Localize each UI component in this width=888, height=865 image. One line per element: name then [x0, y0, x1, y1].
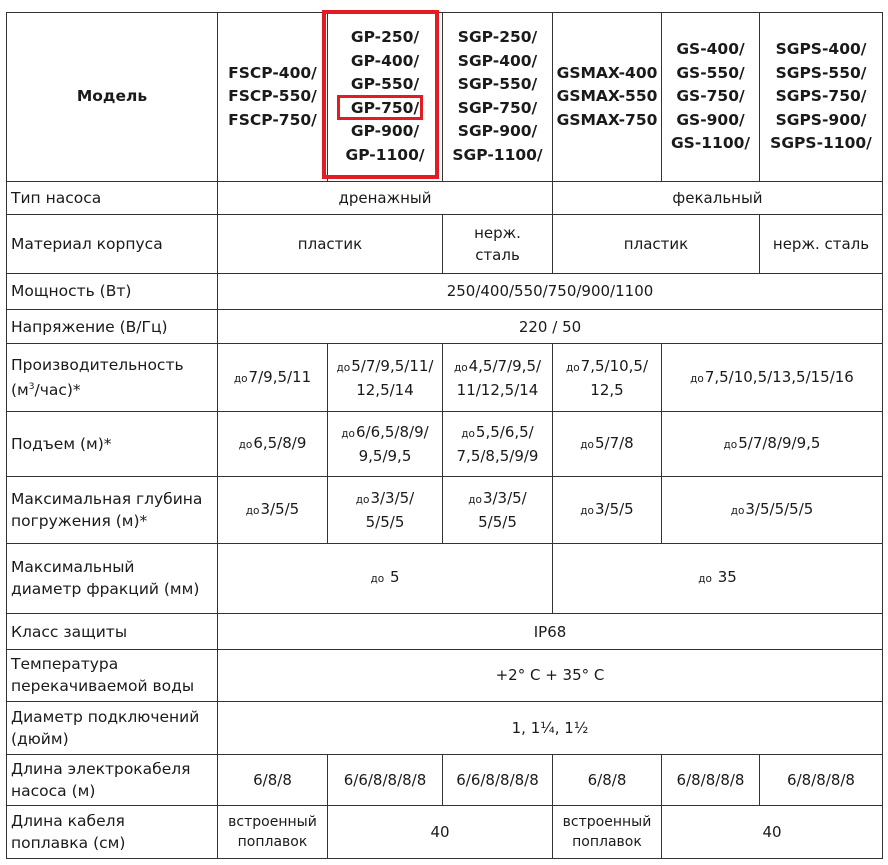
cell-value: 40	[662, 806, 883, 859]
model-name: SGP-1100/	[452, 145, 543, 164]
value: 35	[717, 568, 737, 587]
row-label	[7, 702, 218, 755]
model-name: GP-250/	[350, 28, 420, 47]
model-col-sgps	[760, 13, 883, 182]
cell-line: 12,5	[590, 380, 624, 399]
value: 5	[389, 568, 400, 587]
prefix: до	[698, 573, 712, 586]
cell-line: 9,5/9,5	[358, 447, 412, 466]
label-part: (м	[11, 381, 29, 400]
value: 5/7/8	[594, 434, 634, 453]
model-name-highlighted: GP-750/	[350, 98, 420, 117]
prefix: до	[461, 428, 475, 441]
label-part: /час)*	[34, 381, 81, 400]
value: 6/6,5/8/9/	[355, 423, 429, 442]
cell-line: поплавок	[237, 834, 308, 851]
label-line: диаметр фракций (мм)	[11, 580, 200, 599]
prefix: до	[565, 361, 580, 374]
cell-value: 6/8/8	[218, 754, 328, 806]
value: 7,5/10,5/13,5/15/16	[704, 367, 854, 386]
cell-value	[662, 344, 883, 412]
label-line	[11, 376, 217, 401]
model-name: GS-900/	[676, 110, 745, 129]
cell-value	[218, 806, 328, 859]
cell-value	[553, 476, 662, 543]
model-col-fscp	[218, 13, 328, 182]
row-connection	[7, 702, 883, 755]
row-pump-type	[7, 181, 883, 214]
cell-line: 7,5/8,5/9/9	[456, 447, 539, 466]
row-depth	[7, 476, 883, 543]
model-name: SGP-400/	[457, 51, 538, 70]
cell-value: пластик	[553, 215, 760, 274]
label-line: погружения (м)*	[11, 511, 148, 530]
model-name: GS-550/	[676, 63, 745, 82]
row-label	[7, 543, 218, 614]
cell-value	[328, 412, 443, 477]
prefix: до	[580, 504, 594, 517]
cell-value	[553, 543, 883, 614]
cell-line: нерж.	[474, 223, 521, 242]
label-line: Максимальная глубина	[11, 489, 203, 508]
model-col-gsmax	[553, 13, 662, 182]
row-label	[7, 476, 218, 543]
model-name: GS-400/	[676, 40, 745, 59]
spec-table	[6, 12, 883, 859]
cell-line: 11/12,5/14	[456, 380, 539, 399]
label-line: Длина электрокабеля	[11, 760, 191, 779]
label-line: Максимальный	[11, 558, 135, 577]
model-name: SGPS-550/	[775, 63, 867, 82]
cell-value	[443, 215, 553, 274]
model-name: GP-400/	[350, 51, 420, 70]
cell-value: дренажный	[218, 181, 553, 214]
prefix: до	[341, 428, 355, 441]
cell-value	[662, 476, 883, 543]
row-power	[7, 273, 883, 309]
value: 7,5/10,5/	[580, 356, 649, 375]
model-name: SGP-750/	[457, 98, 538, 117]
row-float-cable	[7, 806, 883, 859]
prefix: до	[730, 504, 745, 517]
cell-value	[328, 344, 443, 412]
cell-line	[553, 355, 661, 379]
row-label: Тип насоса	[7, 181, 218, 214]
model-name: GP-900/	[350, 122, 420, 141]
cell-value: 250/400/550/750/900/1100	[218, 273, 883, 309]
row-label	[7, 806, 218, 859]
cell-value	[443, 412, 553, 477]
label-line: (дюйм)	[11, 730, 69, 749]
cell-value	[443, 476, 553, 543]
cell-line: сталь	[475, 245, 520, 264]
value: 5/7/8/9/9,5	[738, 434, 821, 453]
row-label	[7, 649, 218, 702]
model-name: FSCP-400/	[228, 63, 317, 82]
prefix: до	[468, 493, 482, 506]
label-line: Длина кабеля	[11, 812, 125, 831]
label-sup: 3	[28, 382, 35, 393]
cell-value: нерж. сталь	[760, 215, 883, 274]
cell-value	[553, 806, 662, 859]
model-name: GSMAX-400	[556, 63, 658, 82]
cell-value	[553, 344, 662, 412]
row-label: Класс защиты	[7, 614, 218, 649]
model-name: SGP-550/	[457, 75, 538, 94]
prefix: до	[453, 361, 468, 374]
model-name: SGP-900/	[457, 122, 538, 141]
model-name: GS-750/	[676, 87, 745, 106]
value: 3/5/5	[594, 499, 634, 518]
cell-value	[218, 543, 553, 614]
cell-value: фекальный	[553, 181, 883, 214]
model-name: GP-1100/	[345, 145, 425, 164]
model-col-gp	[328, 13, 443, 182]
label-line: Производительность	[11, 356, 184, 375]
cell-line	[443, 421, 552, 445]
cell-line	[328, 487, 442, 511]
prefix: до	[370, 573, 385, 586]
model-col-gs	[662, 13, 760, 182]
cell-line	[328, 421, 442, 445]
row-body-material	[7, 215, 883, 274]
row-lift	[7, 412, 883, 477]
row-label: Подъем (м)*	[7, 412, 218, 477]
cell-line: встроенный	[562, 814, 652, 831]
model-col-sgp	[443, 13, 553, 182]
value: 5,5/6,5/	[475, 423, 534, 442]
cell-value	[218, 412, 328, 477]
cell-line: поплавок	[572, 834, 642, 851]
row-label: Мощность (Вт)	[7, 273, 218, 309]
header-row	[7, 13, 883, 182]
row-protection	[7, 614, 883, 649]
label-line: поплавка (см)	[11, 834, 126, 853]
value: 5/7/9,5/11/	[351, 356, 434, 375]
prefix: до	[238, 439, 253, 452]
row-capacity	[7, 344, 883, 412]
prefix: до	[690, 372, 704, 385]
cell-value: 6/8/8/8/8	[662, 754, 760, 806]
prefix: до	[245, 504, 260, 517]
cell-value	[328, 476, 443, 543]
cell-value: +2° С + 35° С	[218, 649, 883, 702]
cell-value	[553, 412, 662, 477]
prefix: до	[355, 493, 370, 506]
model-name: GSMAX-550	[556, 87, 658, 106]
model-name: SGPS-400/	[775, 40, 867, 59]
model-name: SGPS-750/	[775, 87, 867, 106]
label-line: Диаметр подключений	[11, 708, 200, 727]
row-label	[7, 344, 218, 412]
value: 3/5/5/5/5	[745, 499, 814, 518]
model-name: GS-1100/	[670, 134, 751, 153]
prefix: до	[723, 439, 738, 452]
model-header-label: Модель	[7, 13, 218, 182]
value: 3/3/5/	[482, 488, 527, 507]
cell-value: 40	[328, 806, 553, 859]
cell-value: 220 / 50	[218, 310, 883, 344]
cell-value: 6/8/8/8/8	[760, 754, 883, 806]
cell-line: 5/5/5	[365, 512, 405, 531]
value: 4,5/7/9,5/	[468, 356, 542, 375]
model-name: FSCP-550/	[228, 87, 317, 106]
row-fraction	[7, 543, 883, 614]
cell-value: 6/6/8/8/8/8	[443, 754, 553, 806]
cell-line: 12,5/14	[356, 380, 414, 399]
cell-value: пластик	[218, 215, 443, 274]
cell-line	[443, 487, 552, 511]
value: 3/5/5	[260, 499, 300, 518]
model-name: FSCP-750/	[228, 110, 317, 129]
model-name: SGPS-900/	[775, 110, 867, 129]
prefix: до	[233, 372, 248, 385]
model-name: SGP-250/	[457, 28, 538, 47]
value: 7/9,5/11	[248, 367, 312, 386]
model-name: GP-550/	[350, 75, 420, 94]
label-line: Температура	[11, 655, 119, 674]
cell-line: встроенный	[228, 814, 317, 831]
cell-value	[218, 344, 328, 412]
cell-line	[328, 355, 442, 379]
row-label: Напряжение (В/Гц)	[7, 310, 218, 344]
row-label: Материал корпуса	[7, 215, 218, 274]
prefix: до	[336, 361, 351, 374]
cell-value	[443, 344, 553, 412]
cell-line: 5/5/5	[478, 512, 517, 531]
row-temperature	[7, 649, 883, 702]
model-name: SGPS-1100/	[770, 134, 872, 153]
label-line: перекачиваемой воды	[11, 677, 195, 696]
cell-value: 1, 1¼, 1½	[218, 702, 883, 755]
row-voltage	[7, 310, 883, 344]
cell-value: IP68	[218, 614, 883, 649]
value: 3/3/5/	[370, 488, 415, 507]
row-cable	[7, 754, 883, 806]
value: 6,5/8/9	[253, 434, 307, 453]
cell-value	[218, 476, 328, 543]
model-name: GSMAX-750	[556, 110, 658, 129]
cell-line	[443, 355, 552, 379]
row-label	[7, 754, 218, 806]
label-line: насоса (м)	[11, 782, 96, 801]
cell-value: 6/8/8	[553, 754, 662, 806]
prefix: до	[580, 439, 594, 452]
cell-value	[662, 412, 883, 477]
cell-value: 6/6/8/8/8/8	[328, 754, 443, 806]
